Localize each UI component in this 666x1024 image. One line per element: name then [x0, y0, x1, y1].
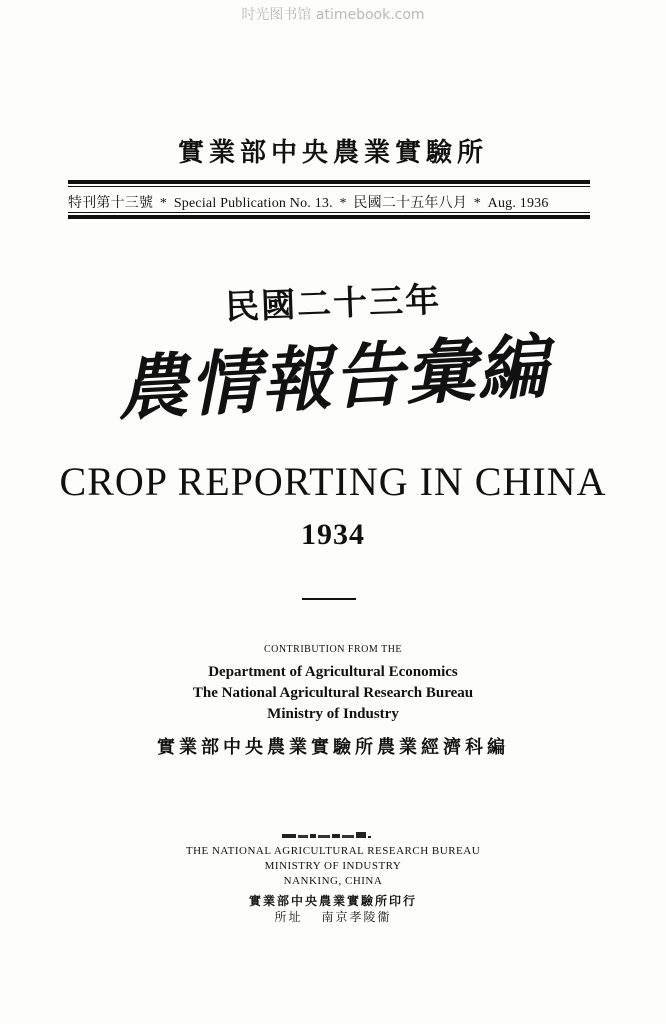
publisher-line-3: NANKING, CHINA [283, 875, 383, 887]
publication-number-en: Special Publication No. 13. [173, 196, 333, 211]
printer-cn: 實業部中央農業實驗所印行 [248, 894, 417, 908]
top-thick-rule [68, 180, 590, 184]
address-cn: 南京孝陵衞 [321, 910, 392, 924]
title-year-cn: 民國二十三年 [224, 282, 442, 327]
address-label-cn: 所址 [274, 910, 303, 924]
separator-star: * [159, 196, 168, 211]
separator-star: * [473, 196, 481, 211]
watermark: 时光图书馆 atimebook.com [241, 7, 425, 23]
bureau-name: The National Agricultural Research Bureau [192, 685, 474, 701]
bottom-thin-rule [68, 212, 590, 213]
short-divider [302, 598, 356, 600]
publication-line [68, 192, 608, 212]
separator-star: * [339, 196, 347, 211]
publication-date-en: Aug. 1936 [487, 196, 549, 211]
bottom-thick-rule [68, 215, 590, 219]
printer-address [0, 908, 666, 925]
publisher-line-2: MINISTRY OF INDUSTRY [264, 860, 402, 872]
publication-date-cn: 民國二十五年八月 [353, 196, 468, 211]
publication-number-cn: 特刊第十三號 [68, 196, 154, 211]
title-main-cn: 農情報告彙編 [115, 329, 552, 430]
top-thin-rule [68, 186, 590, 187]
title-year-en: 1934 [301, 518, 365, 551]
department-name: Department of Agricultural Economics [208, 664, 458, 680]
institute-name-cn: 實業部中央農業實驗所 [177, 138, 488, 167]
ministry-name: Ministry of Industry [267, 706, 399, 722]
publisher-logo [282, 830, 376, 840]
title-main-en: CROP REPORTING IN CHINA [59, 459, 607, 504]
publisher-line-1: THE NATIONAL AGRICULTURAL RESEARCH BUREAU [185, 845, 481, 857]
contribution-label: CONTRIBUTION FROM THE [263, 644, 403, 655]
department-name-cn: 實業部中央農業實驗所農業經濟科編 [157, 737, 509, 757]
